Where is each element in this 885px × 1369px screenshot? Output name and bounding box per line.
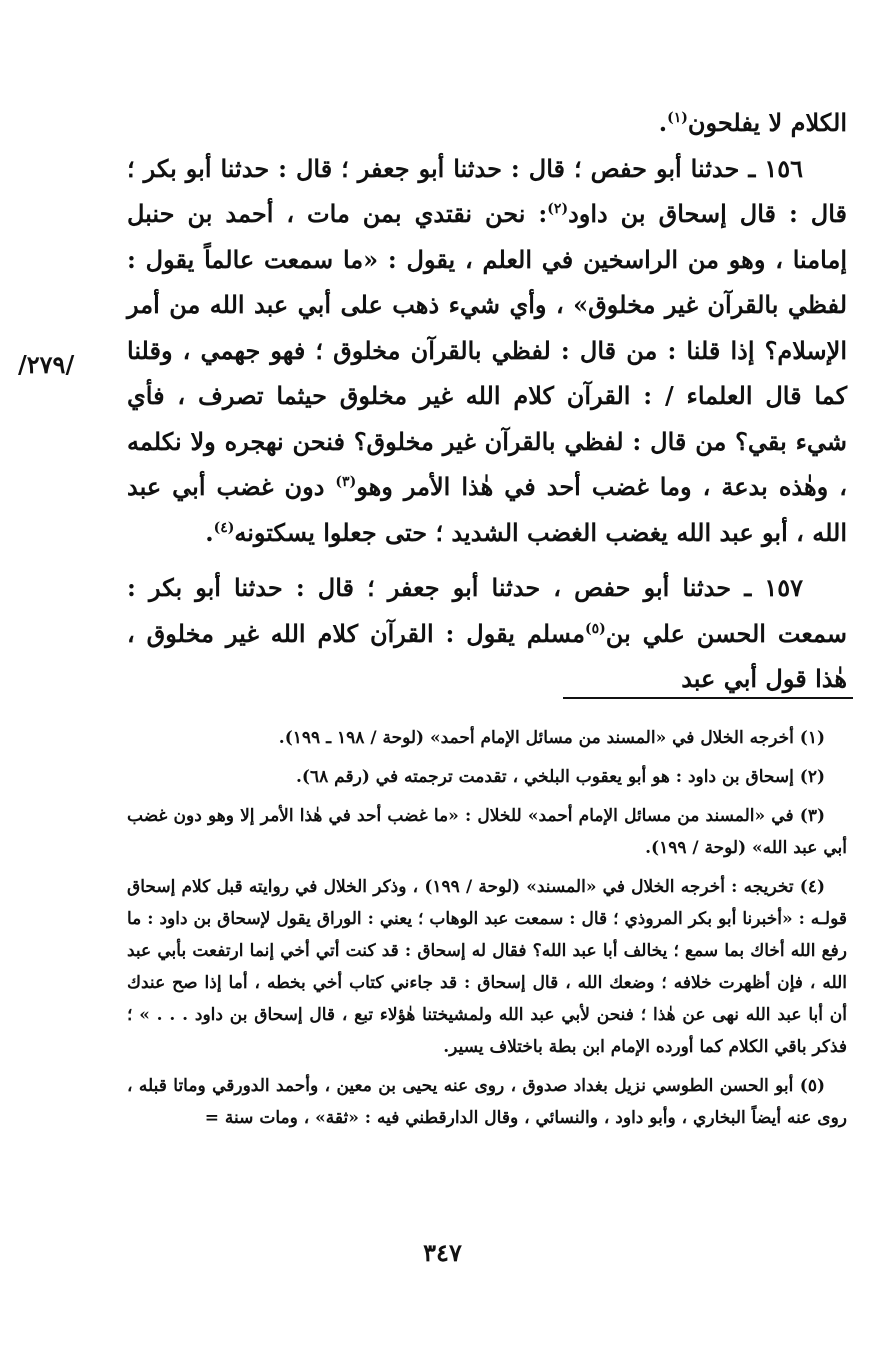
- footnote-2: (٢) إسحاق بن داود : هو أبو يعقوب البلخي ، تقدمت ترجمته في (رقم ٦٨).: [296, 767, 825, 787]
- footnote-marker: (٣): [335, 474, 357, 490]
- paragraph-157: ١٥٧ ـ حدثنا أبو حفص ، حدثنا أبو جعفر ؛ قال : حدثنا أبو بكر : سمعت الحسن علي بن$^{(٥)}$مسلم يقول : القرآن كلام الله غير مخلوق ، هٰذا قول أبي عبد: [127, 573, 847, 693]
- margin-page-reference: /٢٧٩/: [18, 350, 75, 379]
- footnote-marker: (٤): [213, 519, 235, 536]
- footnote-marker: (٢): [547, 201, 569, 217]
- page-number: ٣٤٧: [423, 1238, 462, 1267]
- footnote-1: (١) أخرجه الخلال في «المسند من مسائل الإمام أحمد» (لوحة / ١٩٨ ـ ١٩٩).: [278, 728, 825, 748]
- footnote-5: (٥) أبو الحسن الطوسي نزيل بغداد صدوق ، روى عنه يحيى بن معين ، وأحمد الدورقي وماتا قبله ، روى عنه أيضاً البخاري ، وأبو داود ، والنسائي ، وقال الدارقطني فيه : «ثقة» ، ومات سنة =: [127, 1076, 847, 1128]
- footnote-4: (٤) تخريجه : أخرجه الخلال في «المسند» (لوحة / ١٩٩) ، وذكر الخلال في روايته قبل كلام إسحاق قولـه : «أخبرنا أبو بكر المروذي ؛ قال : سمعت عبد الوهاب ؛ يعني : الوراق يقول لإسحاق بن داود : ما رفع الله أخاك بما سمع ؛ يخالف أبا عبد الله؟ فقال له إسحاق : قد كنت أتي أخي إنما ارتفعت بأبي عبد الله ، فإن أظهرت خلافه ؛ وضعك الله ، قال إسحاق : قد جاءني كتاب أخي بخطه ، أما إذا صح عندك أن أبا عبد الله نهى عن هٰذا ؛ فنحن لأبي عبد الله ولمشيختنا هٰؤلاء تبع ، قال إسحاق بن داود . . . » ؛ فذكر باقي الكلام كما أورده الإمام ابن بطة باختلاف يسير.: [127, 877, 847, 1057]
- paragraph-continuation: الكلام لا يفلحون$^{(١)}$.: [658, 108, 847, 137]
- paragraph-156: ١٥٦ ـ حدثنا أبو حفص ؛ قال : حدثنا أبو جعفر ؛ قال : حدثنا أبو بكر ؛ قال : قال إسحاق بن داود$^{(٢)}$: نحن نقتدي بمن مات ، أحمد بن حنبل إمامنا ، وهو من الراسخين في العلم ، يقول : «ما سمعت عالماً يقول : لفظي بالقرآن غير مخلوق» ، وأي شيء ذهب على أبي عبد الله من أمر الإسلام؟ إذا قلنا : من قال : لفظي بالقرآن مخلوق ؛ فهو جهمي ، وقلنا كما قال العلماء / : القرآن كلام الله غير مخلوق حيثما تصرف ، فأي شيء بقي؟ من قال : لفظي بالقرآن غير مخلوق؟ فنحن نهجره ولا نكلمه ، وهٰذه بدعة ، وما غضب أحد في هٰذا الأمر وهو$^{(٣)}$ دون غضب أبي عبد الله ، أبو عبد الله يغضب الغضب الشديد ؛ حتى جعلوا يسكتونه$^{(٤)}$.: [127, 153, 848, 547]
- footnote-3: (٣) في «المسند من مسائل الإمام أحمد» للخلال : «ما غضب أحد في هٰذا الأمر إلا وهو دون غضب أبي عبد الله» (لوحة / ١٩٩).: [127, 806, 847, 858]
- footnotes: [127, 722, 847, 1141]
- main-text: [127, 100, 847, 702]
- footnote-marker: (١): [667, 110, 688, 126]
- footnote-marker: (٥): [585, 620, 606, 637]
- footnote-separator: [563, 697, 853, 699]
